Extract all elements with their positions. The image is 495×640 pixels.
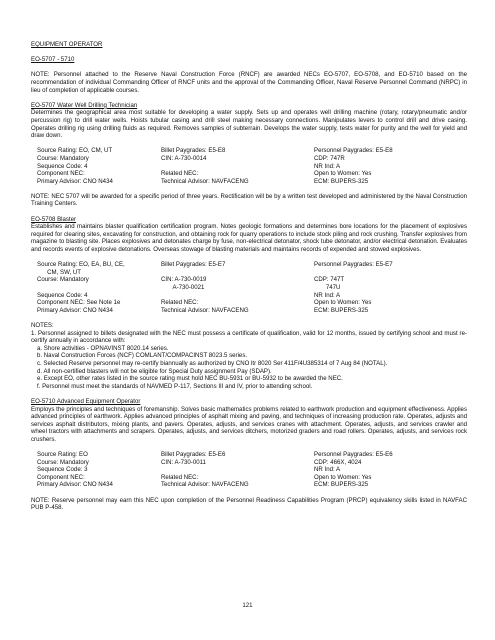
section-note-5707: NOTE: NEC 5707 will be awarded for a specific period of three years. Rectification will be by a written test developed and administered by the Naval Construction Training Centers.	[31, 192, 467, 208]
attribute-cell: Sequence Code: 3	[37, 466, 88, 474]
section-description-5708: Establishes and maintains blaster qualification certification program. Notes geologic formations and determines bore locations for the placement of explosives required for clearing sites, excavating for construction, and obtaining rock for quarry operations to include stock piling and rock crushing. Transfer explosives from magazine to blasting site. Places explosives and detonates charge by fuse, non-electrical detonator, shock tube detonator, and/or electrical detonation. Evaluates and records events of explosive detonations. Overseas stowage of blasting materials and maintains records of expended and stowed explosives.	[31, 223, 467, 254]
note-1: 1. Personnel assigned to billets designated with the NEC must possess a certificate of qualification, valid for 12 months, issued by certifying school and must re-certify annually in accordance with:	[31, 329, 467, 345]
attribute-cell: Primary Advisor: CNO N434	[37, 177, 113, 185]
attribute-grid-5710	[37, 451, 467, 489]
attribute-cell: Course: Mandatory	[37, 276, 89, 284]
attribute-cell: Billet Paygrades: E5-E8	[161, 147, 226, 155]
page-title: EQUIPMENT OPERATOR	[31, 41, 103, 48]
attribute-cell: Related NEC:	[161, 170, 199, 178]
attribute-cell: ECM: BUPERS-325	[314, 177, 369, 185]
attribute-grid-5708	[37, 261, 467, 314]
attribute-cell: Component NEC:	[37, 473, 85, 481]
attribute-cell: NR Ind: A	[314, 466, 341, 474]
attribute-cell	[314, 269, 473, 277]
attribute-cell: Billet Paygrades: E5-E7	[161, 261, 226, 269]
attribute-cell	[161, 269, 314, 277]
section-heading-5710: EO-5710 Advanced Equipment Operator	[31, 397, 141, 405]
subnote: e. Except EO, other rates listed in the source rating must hold NEC BU-5931 or BU-5932 to be awarded the NEC.	[37, 375, 343, 383]
attribute-cell: Source Rating: EO	[37, 451, 88, 459]
page-number: 121	[242, 602, 253, 609]
attribute-cell: CIN: A-730-0014	[161, 154, 207, 162]
page-content	[31, 41, 467, 512]
attribute-cell: Personnel Paygrades: E5-E7	[314, 261, 393, 269]
section-heading-5708: EO-5708 Blaster	[31, 215, 77, 223]
attribute-cell: Personnel Paygrades: E5-E6	[314, 451, 393, 459]
attribute-cell: Open to Women: Yes	[314, 170, 372, 178]
attribute-cell: ECM: BUPERS-325	[314, 481, 369, 489]
attribute-cell: Primary Advisor: CNO N434	[37, 306, 113, 314]
attribute-cell: Course: Mandatory	[37, 458, 89, 466]
attribute-cell: Technical Advisor: NAVFACENG	[161, 306, 249, 314]
attribute-cell	[161, 163, 314, 171]
attribute-cell: Primary Advisor: CNO N434	[37, 481, 113, 489]
attribute-cell: CDP: 747R	[314, 154, 345, 162]
attribute-cell	[37, 284, 161, 292]
section-heading-5707: EO-5707 Water Well Drilling Technician	[31, 101, 138, 109]
attribute-cell: Personnel Paygrades: E5-E8	[314, 147, 393, 155]
section-description-5710: Employs the principles and techniques of foremanship. Solves basic mathematics problems related to earthwork production and equipment effectiveness. Applies advanced principles of earthwork. Applies advanced principles of asphalt mixing and paving, and techniques of increasing production rate. Operates, adjusts and services asphalt distributors, mixing plants, and pavers. Operates, adjusts, and services cranes with attachment. Operates, adjusts, and services crawler and wheel tractors with attachments and scrapers. Operates, adjusts, and services ditchers, motorized graders and road rollers. Operates, adjusts, and services rock crushers.	[31, 405, 467, 443]
attribute-cell: NR Ind: A	[314, 291, 341, 299]
subnote: c. Selected Reserve personnel may re-certify biannually as authorized by CNO ltr 8020 Ser 411F/4U385314 of 7 Aug 84 (NOTAL).	[37, 359, 388, 367]
attribute-cell: Sequence Code: 4	[37, 291, 88, 299]
attribute-cell: Related NEC:	[161, 299, 199, 307]
attribute-cell: Billet Paygrades: E5-E6	[161, 451, 226, 459]
attribute-cell: Component NEC: See Note 1e	[37, 299, 121, 307]
attribute-cell: Source Rating: EO, EA, BU, CE,	[37, 261, 125, 269]
attribute-cell: CDP: 747T	[314, 276, 345, 284]
attribute-cell: 747U	[314, 284, 341, 291]
attribute-cell: ECM: BUPERS-325	[314, 306, 369, 314]
attribute-cell: Course: Mandatory	[37, 154, 89, 162]
attribute-cell: Technical Advisor: NAVFACENG	[161, 481, 249, 489]
attribute-cell: NR Ind: A	[314, 162, 341, 170]
attribute-cell: Sequence Code: 4	[37, 162, 88, 170]
attribute-grid-5707	[37, 147, 467, 185]
section-note-5710: NOTE: Reserve personnel may earn this NEC upon completion of the Personnel Readiness Capabilities Program (PRCP) equivalency skills listed in NAVFAC PUB P-458.	[31, 496, 467, 512]
attribute-cell: CIN: A-730-0019	[161, 276, 207, 284]
attribute-cell: Related NEC:	[161, 473, 199, 481]
attribute-cell: Component NEC:	[37, 170, 85, 178]
attribute-cell: Source Rating: EO, CM, UT	[37, 147, 113, 155]
attribute-cell: CM, SW, UT	[37, 268, 82, 276]
attribute-cell: Technical Advisor: NAVFACENG	[161, 177, 249, 185]
attribute-cell	[161, 466, 314, 474]
attribute-cell: CIN: A-730-0011	[161, 458, 206, 466]
subnote: b. Naval Construction Forces (NCF) COMLANT/COMPACINST 8023.5 series.	[37, 352, 248, 360]
attribute-cell: Open to Women: Yes	[314, 299, 372, 307]
nec-code-range: EO-5707 - 5710	[31, 56, 75, 64]
attribute-cell: A-730-0021	[161, 284, 205, 291]
attribute-cell: Open to Women: Yes	[314, 473, 372, 481]
attribute-cell	[161, 292, 314, 300]
attribute-cell: CDP: 466X, 4024	[314, 458, 362, 466]
section-description-5707: Determines the geographical area most suitable for developing a water supply. Sets up and operates well drilling machine (rotary, rotary/pneumatic and/or percussion rig) to drill water wells. Hoists tubular casing and drill steel making necessary connections. Manipulates levers to control drill and drive casing. Operates drilling rig using drilling fluids as required. Removes samples of subterrain. Develops the water supply, tests water for purity and the well for yield and draw down.	[31, 109, 467, 140]
intro-note: NOTE: Personnel attached to the Reserve Naval Construction Force (RNCF) are awarded NECs EO-5707, EO-5708, and EO-5710 based on the recommendation of individual Commanding Officer of RNCF units and the approval of the Commanding Officer, Naval Reserve Personnel Command (NRPC) in lieu of completion of applicable courses.	[31, 71, 467, 94]
subnote: d. All non-certified blasters will not be eligible for Special Duty assignment Pay (SDAP).	[37, 367, 272, 375]
subnote: f. Personnel must meet the standards of NAVMED P-117, Sections III and IV, prior to attending school.	[37, 382, 313, 390]
notes-title: NOTES:	[31, 321, 54, 329]
subnote: a. Shore activities - OPNAVINST 8020.14 series.	[37, 344, 169, 352]
